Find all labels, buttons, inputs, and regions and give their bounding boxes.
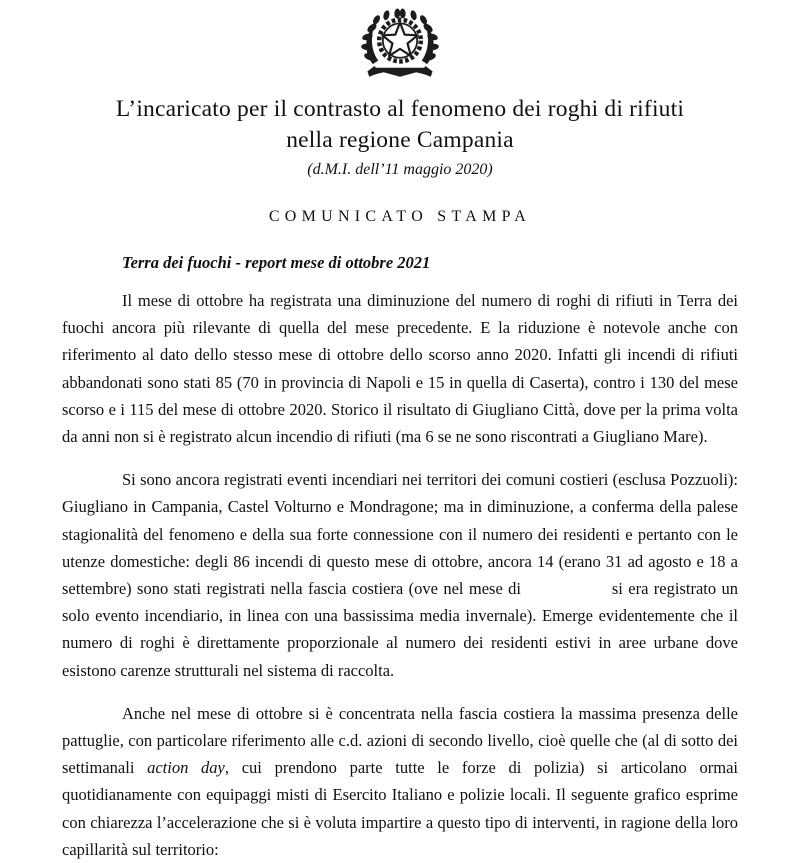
paragraph-october-decrease: Il mese di ottobre ha registrata una diminuzione del numero di roghi di rifiuti in Terra dei fuochi ancora più rilevante di quella del mese precedente. E la riduzione è notevole anche con riferimento al dato dello stesso mese di ottobre dello scorso anno 2020. Infatti gli incendi di rifiuti abbandonati sono stati 85 (70 in provincia di Napoli e 15 in quella di Caserta), contro i 130 del mese scorso e i 115 del mese di ottobre 2020. Storico il risultato di Giugliano Città, dove per la prima volta da anni non si è registrato alcun incendio di rifiuti (ma 6 se ne sono riscontrati a Giugliano Mare). xyxy=(62,291,738,447)
italian-republic-emblem-icon xyxy=(62,8,738,86)
blank-gap xyxy=(526,593,606,594)
page-title xyxy=(62,94,738,156)
paragraph-patrols xyxy=(62,700,738,863)
paragraph-3-text-start: Anche nel mese di ottobre si è concentrata nella fascia costiera la massima presenza delle pattuglie, con particolare riferimento alle c.d. azioni di secondo livello, cioè quelle che (al di sotto dei settimanali xyxy=(62,703,738,778)
paragraph-3-text-end: , cui prendono parte tutte le forze di polizia) si articolano ormai quotidianamente con equipaggi misti di Esercito Italiano e polizie locali. Il seguente grafico esprime con chiarezza l’accelerazione che si è voluta impartire a questo tipo di interventi, in ragione della loro capillarità sul territorio: xyxy=(62,758,738,859)
title-line-2: nella regione Campania xyxy=(286,127,514,153)
title-line-1: L’incaricato per il contrasto al fenomeno dei roghi di rifiuti xyxy=(115,96,685,122)
paragraph-2-text-before-gap: Si sono ancora registrati eventi incendiari nei territori dei comuni costieri (esclusa Pozzuoli): Giugliano in Campania, Castel Volturno e Mondragone; ma in diminuzione, a conferma della palese stagionalità del fenomeno e della sua forte connessione con il numero dei residenti e pertanto con le utenze domestiche: degli 86 incendi di questo mese di ottobre, ancora 14 (erano 31 ad agosto e 18 a settembre) sono stati registrati nella fascia costiera (ove nel mese di xyxy=(62,470,738,599)
report-heading: Terra dei fuochi - report mese di ottobre 2021 xyxy=(122,253,431,272)
press-release-label: COMUNICATO STAMPA xyxy=(268,208,532,225)
paragraph-coastal-municipalities xyxy=(62,466,738,684)
action-day-term: action day xyxy=(147,758,225,778)
paragraph-2-text-after-gap: si era registrato un solo evento incendiario, in linea con una bassissima media invernale). Emerge evidentemente che il numero di roghi è direttamente proporzionale al numero dei residenti estivi in aree urbane dove esistono carenze strutturali nel sistema di raccolta. xyxy=(62,579,739,680)
decree-reference: (d.M.I. dell’11 maggio 2020) xyxy=(307,161,493,178)
